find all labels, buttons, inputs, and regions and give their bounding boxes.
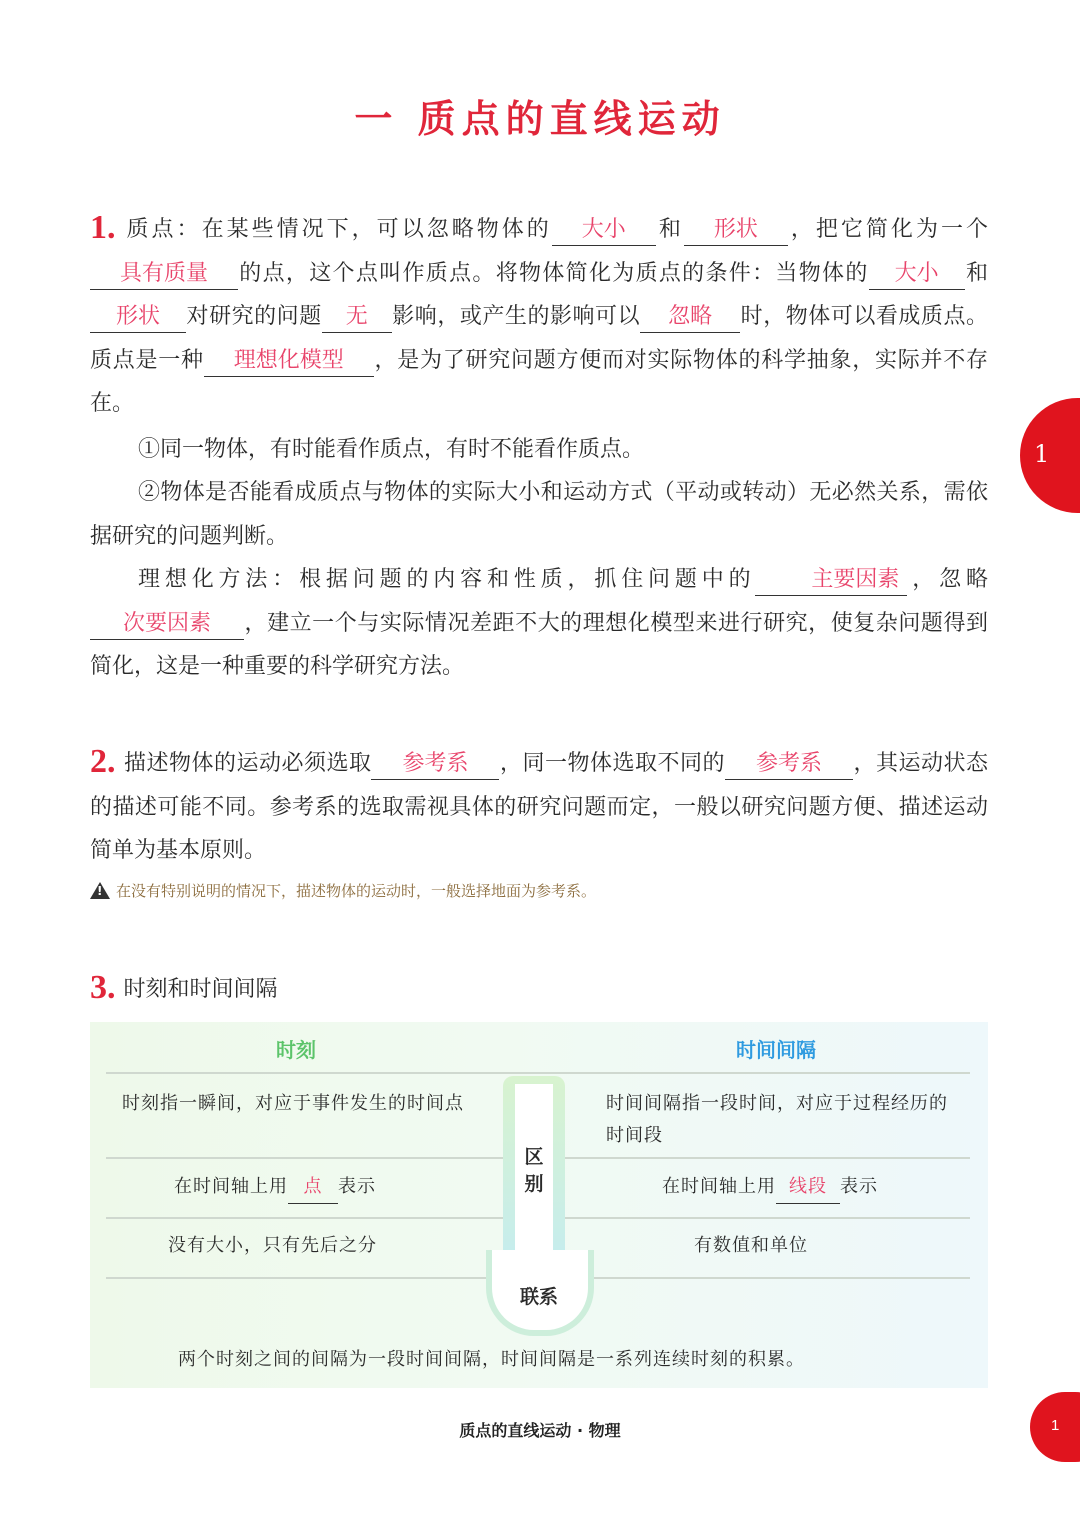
section-3-heading	[90, 966, 988, 1012]
text: 和	[964, 260, 988, 286]
moment-axis	[174, 1171, 376, 1204]
text: 在时间轴上用	[662, 1176, 776, 1197]
fill-blank: 形状	[90, 302, 186, 333]
idealization-method	[90, 558, 988, 689]
divider	[565, 1217, 970, 1219]
chapter-tab	[1020, 398, 1080, 513]
divider	[565, 1157, 970, 1159]
moment-property: 没有大小，只有先后之分	[168, 1235, 377, 1256]
text: ，建立一个与实际情况差距不大的理想化模型来进行研究，使复杂问题得到简化，这是一种重要的科学研究方法。	[90, 610, 988, 679]
link-label: 联系	[519, 1286, 558, 1308]
page-number-badge	[1030, 1392, 1080, 1462]
text: 和	[655, 217, 684, 242]
moment-definition: 时刻指一瞬间，对应于事件发生的时间点	[122, 1093, 464, 1114]
tip-text: 在没有特别说明的情况下，描述物体的运动时，一般选择地面为参考系。	[116, 882, 597, 900]
fill-blank: 忽略	[640, 302, 740, 333]
fill-blank: 线段	[776, 1171, 840, 1204]
interval-definition: 时间间隔指一段时间，对应于过程经历的时间段	[606, 1093, 948, 1146]
page-title: 一 质点的直线运动	[354, 96, 726, 141]
text: ，其运动状态的描述可能不同。参考系的选取需视具体的研究问题而定，一般以研究问题方便、描述运动简单为基本原则。	[90, 751, 988, 863]
page-number: 1	[1051, 1417, 1060, 1434]
chapter-tab-label: 1	[1034, 440, 1050, 468]
divider	[106, 1157, 503, 1159]
fill-blank: 次要因素	[90, 609, 244, 640]
text: 表示	[338, 1176, 376, 1197]
fill-blank: 主要因素	[755, 565, 907, 596]
fill-blank: 理想化模型	[204, 346, 374, 377]
text: ，把它简化为一个	[787, 217, 988, 242]
section-number: 1.	[90, 209, 116, 246]
header-interval: 时间间隔	[736, 1038, 816, 1062]
fill-blank: 参考系	[371, 749, 499, 780]
text: ，是为了研究问题方便而对实际物体的科学抽象，实际并不存在。	[90, 347, 988, 416]
header-moment: 时刻	[276, 1038, 316, 1062]
warning-icon	[90, 882, 110, 899]
comparison-table	[90, 1022, 988, 1388]
text: 的点，这个点叫作质点。将物体简化为质点的条件：当物体的	[238, 260, 869, 286]
section-1	[90, 206, 988, 426]
tip-note	[90, 880, 596, 901]
text: 表示	[840, 1176, 878, 1197]
section-number: 3.	[90, 969, 116, 1006]
divider	[106, 1072, 970, 1074]
divider	[106, 1217, 503, 1219]
text: ，忽略	[907, 567, 988, 592]
section-2	[90, 740, 988, 873]
fill-blank: 具有质量	[90, 259, 238, 290]
note-1: ①同一物体，有时能看作质点，有时不能看作质点。	[138, 437, 645, 462]
text: 理想化方法：根据问题的内容和性质，抓住问题中的	[138, 567, 756, 592]
page-footer: 质点的直线运动 · 物理	[459, 1421, 621, 1440]
text: 对研究的问题	[186, 304, 322, 329]
fill-blank: 大小	[869, 259, 965, 290]
fill-blank: 参考系	[725, 749, 853, 780]
interval-property: 有数值和单位	[694, 1235, 808, 1256]
text: 质点：在某些情况下，可以忽略物体的	[123, 217, 552, 242]
text: ，同一物体选取不同的	[499, 751, 725, 776]
link-summary: 两个时刻之间的间隔为一段时间间隔，时间间隔是一系列连续时刻的积累。	[178, 1349, 805, 1370]
fill-blank: 点	[288, 1171, 338, 1204]
text: 时刻和时间间隔	[123, 977, 278, 1002]
fill-blank: 大小	[552, 215, 656, 246]
interval-axis	[662, 1171, 878, 1204]
difference-label: 区别	[524, 1146, 544, 1195]
text: 影响，或产生的影响可以	[391, 304, 641, 329]
text: 在时间轴上用	[174, 1176, 288, 1197]
text: 时，物体可以看成质点。质点是一种	[90, 304, 988, 373]
fill-blank: 无	[322, 302, 392, 333]
note-2: ②物体是否能看成质点与物体的实际大小和运动方式（平动或转动）无必然关系，需依据研究的问题判断。	[90, 480, 988, 549]
text: 描述物体的运动必须选取	[123, 751, 372, 776]
section-number: 2.	[90, 743, 116, 780]
fill-blank: 形状	[684, 215, 788, 246]
